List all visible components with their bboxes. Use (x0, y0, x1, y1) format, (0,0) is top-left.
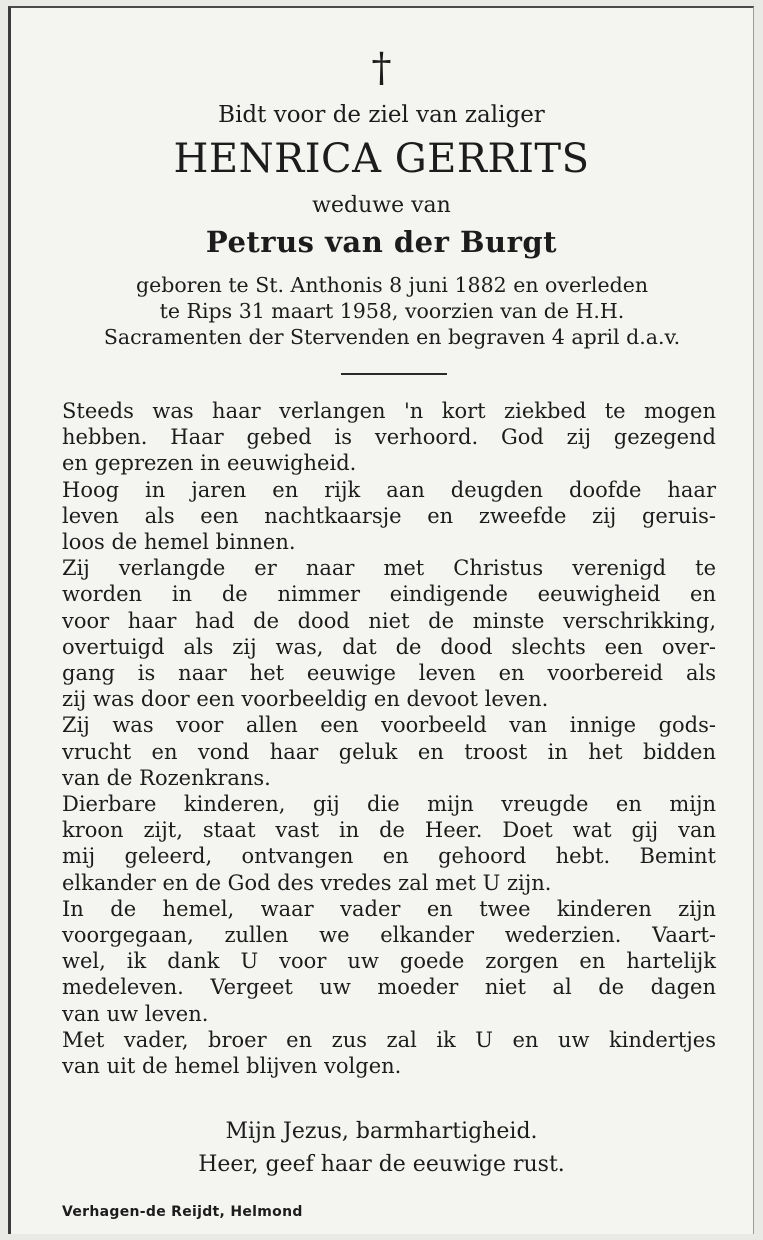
text-line: van uw leven. (62, 1001, 209, 1026)
husband-name: Petrus van der Burgt (205, 225, 558, 259)
text-line: leven als een nachtkaarsje en zweefde zij geruis- (62, 503, 716, 528)
text-line: Met vader, broer en zus zal ik U en uw kindertjes (62, 1027, 716, 1052)
text-line: Dierbare kinderen, gij die mijn vreugde en mijn (62, 792, 716, 817)
text-line: Steeds was haar verlangen 'n kort ziekbed te mogen (62, 399, 716, 423)
prayer-line: Mijn Jezus, barmhartigheid. (225, 1119, 538, 1144)
text-line: van uit de hemel blijven volgen. (62, 1054, 402, 1079)
text-line: voor haar had de dood niet de minste verschrikking, (62, 608, 716, 633)
text-line: mij geleerd, ontvangen en gehoord hebt. Bemint (62, 844, 716, 869)
birth-death-details (66, 272, 718, 350)
printer-credit: Verhagen-de Reijdt, Helmond (62, 1204, 303, 1220)
text-line: overtuigd als zij was, dat de dood slechts een over- (62, 634, 716, 659)
text-line: In de hemel, waar vader en twee kinderen zijn (62, 896, 716, 921)
text-line: gang is naar het eeuwige leven en voorbereid als (62, 661, 716, 686)
birth-line: Sacramenten der Stervenden en begraven 4 april d.a.v. (103, 325, 681, 349)
intro-line: Bidt voor de ziel van zaliger (218, 102, 545, 128)
text-line: Hoog in jaren en rijk aan deugden doofde haar (62, 477, 716, 502)
text-line: kroon zijt, staat vast in de Heer. Doet wat gij van (62, 818, 716, 843)
birth-line: geboren te St. Anthonis 8 juni 1882 en overleden (135, 273, 649, 297)
text-line: en geprezen in eeuwigheid. (62, 451, 357, 476)
birth-line: te Rips 31 maart 1958, voorzien van de H.H. (159, 299, 625, 323)
divider (341, 373, 447, 375)
text-line: Zij was voor allen een voorbeeld van innige gods- (62, 713, 716, 738)
text-line: elkander en de God des vredes zal met U zijn. (62, 870, 552, 895)
text-line: medeleven. Vergeet uw moeder niet al de dagen (62, 975, 716, 1000)
text-line: voorgegaan, zullen we elkander wederzien. Vaart- (62, 923, 716, 948)
text-line: vrucht en vond haar geluk en troost in het bidden (62, 739, 716, 764)
memorial-text (62, 398, 716, 1079)
cross-icon: † (371, 45, 392, 91)
relation-line: weduwe van (312, 193, 451, 218)
text-line: zij was door een voorbeeldig en devoot leven. (62, 687, 549, 712)
text-line: worden in de nimmer eindigende eeuwigheid en (62, 582, 716, 607)
text-line: loos de hemel binnen. (62, 530, 296, 555)
prayer-line: Heer, geef haar de eeuwige rust. (198, 1152, 565, 1177)
deceased-name: HENRICA GERRITS (173, 136, 590, 182)
text-line: hebben. Haar gebed is verhoord. God zij gezegend (62, 425, 716, 450)
text-line: van de Rozenkrans. (62, 765, 271, 790)
text-line: Zij verlangde er naar met Christus verenigd te (62, 556, 716, 581)
text-line: wel, ik dank U voor uw goede zorgen en hartelijk (62, 949, 716, 974)
